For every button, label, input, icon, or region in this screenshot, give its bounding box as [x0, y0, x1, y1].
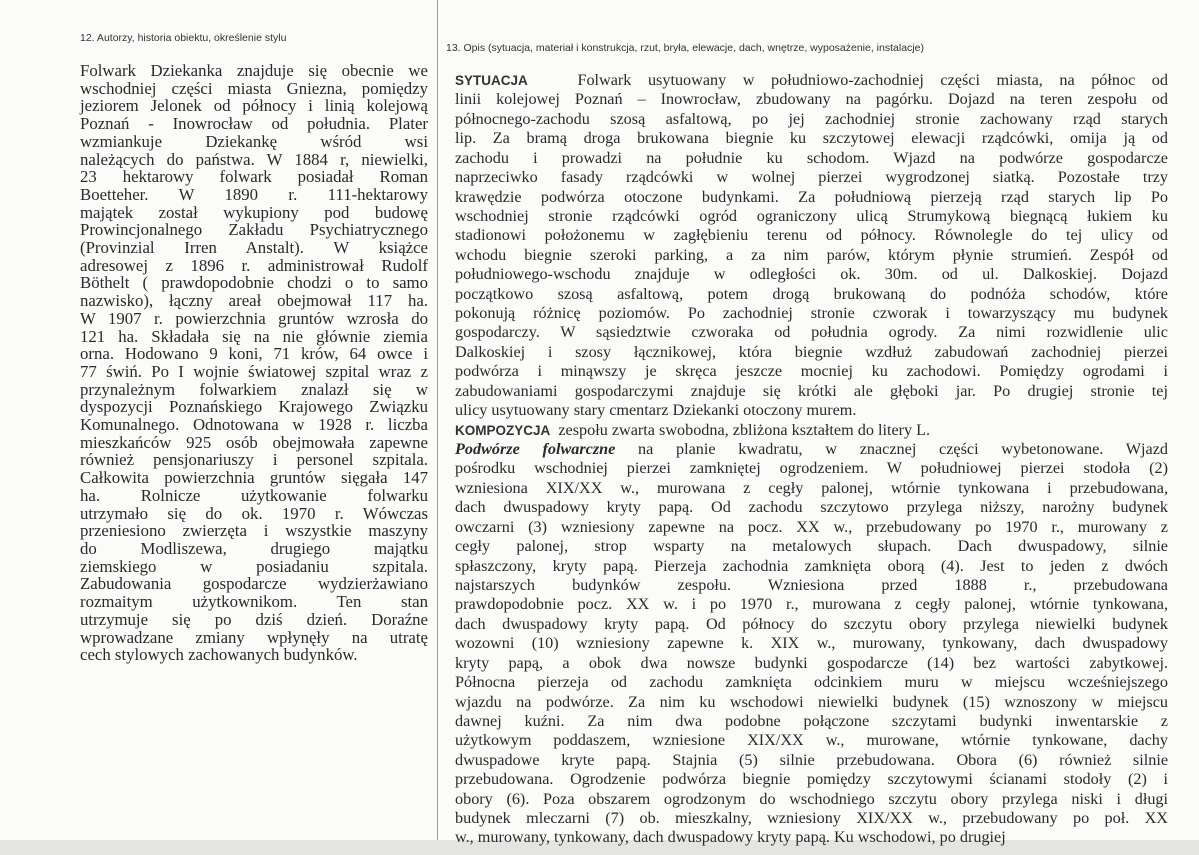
text-line: Komunalnego. Odnotowana w 1928 r. liczba [80, 415, 428, 435]
description-text [455, 71, 1168, 848]
text-line [455, 71, 1168, 90]
text-line: adresowej z 1896 r. administrował Rudolf [80, 255, 428, 275]
text-line: nazwisko), łączny areał obejmował 117 ha. [80, 291, 428, 311]
text-line [455, 421, 1168, 440]
text-line: należących do państwa. W 1884 r, niewielki, [80, 149, 428, 169]
text-line: Całkowita powierzchnia gruntów sięgała 147 [80, 468, 428, 488]
text-line: Boetteher. W 1890 r. 111-hektarowy [80, 184, 428, 204]
line-text: Folwark usytuowany w południowo-zachodniej części miasta, na północ od [577, 71, 1168, 89]
text-line: prawdopodobnie pocz. XX w. i po 1970 r., murowana z cegły palonej, wtórnie tynkowana, [455, 595, 1168, 614]
text-line: południowego-wschodu znajduje w odległości ok. 30m. od ul. Dalkoskiej. Dojazd [455, 265, 1168, 284]
text-line: linii kolejowej Poznań – Inowrocław, zbudowany na pagórku. Dojazd na teren zespołu od [455, 90, 1168, 109]
section-13-heading: 13. Opis (sytuacja, materiał i konstrukcja, rzut, bryła, elewacje, dach, wnętrze, wyposażenie, instalacje) [446, 42, 924, 54]
text-line: rozmaitym użytkownikom. Ten stan [80, 592, 428, 612]
text-line: dwuspadowe kryte papą. Stajnia (5) silnie przebudowana. Obora (6) również silnie [455, 750, 1168, 769]
text-line: do Modliszewa, drugiego majątku [80, 538, 428, 558]
text-line: spłaszczony, kryty papą. Pierzeja zachodnia zamknięta oborą (4). Jest to jeden z dwóch [455, 556, 1168, 575]
text-line: przeniesiono zwierzęta i wszystkie maszyny [80, 521, 428, 541]
text-line: dyspozycji Poznańskiego Krajowego Związku [80, 397, 428, 417]
text-line: zabudowaniami gospodarczymi znajduje się krótki ale głęboki jar. Po drugiej stronie tej [455, 381, 1168, 400]
text-line: pośrodku wschodniej pierzei zamkniętej ogrodzeniem. W południowej pierzei stodoła (2) [455, 459, 1168, 478]
text-line: Prowincjonalnego Zakładu Psychiatrycznego [80, 220, 428, 240]
text-line: dach dwuspadowy kryty papą. Od zachodu szczytowo przylega niższy, narożny budynek [455, 498, 1168, 517]
text-line: ha. Rolnicze użytkowanie folwarku [80, 485, 428, 505]
text-line: majątek został wykupiony pod budowę [80, 202, 428, 222]
text-line: wzmiankuje Dziekankę wśród wsi [80, 131, 428, 151]
text-line: wschodniej stronie rządcówki ogród ograniczony ulicą Strumykową biegnącą łukiem ku [455, 206, 1168, 225]
text-line: pokonują różnicę poziomów. Po zachodniej stronie czworak i towarzyszący mu budynek [455, 304, 1168, 323]
text-line: 23 hektarowy folwark posiadał Roman [80, 167, 428, 187]
text-line: cegły palonej, strop wsparty na metalowych słupach. Dach dwuspadowy, silnie [455, 537, 1168, 556]
text-line: początkowo szosą asfaltową, potem drogą brukowaną do podnóża schodów, które [455, 284, 1168, 303]
text-line: Poznań - Inowrocław od południa. Plater [80, 114, 428, 134]
history-text [80, 62, 428, 664]
text-line: w., murowany, tynkowany, dach dwuspadowy kryty papą. Ku wschodowi, po drugiej [455, 828, 1006, 847]
text-line: wprowadzane zmiany wpłynęły na utratę [80, 627, 428, 647]
text-line: Zabudowania gospodarcze wydzierżawiano [80, 574, 428, 594]
text-line: 121 ha. Składała się na nie głównie ziemia [80, 326, 428, 346]
text-line: północnego-zachodu szosą asfaltową, po jej zachodniej stronie zachowany rząd starych [455, 109, 1168, 128]
text-line: gospodarczy. W sąsiedztwie czworaka od południa ogrody. Za nimi rozwidlenie ulic [455, 323, 1168, 342]
text-line: również pensjonariuszy i personel szpitala. [80, 450, 428, 470]
text-line: dawnej kuźni. Za nim dwa podobne połączone szczytami budynki inwentarskie z [455, 711, 1168, 730]
text-line: W 1907 r. powierzchnia gruntów wzrosła do [80, 308, 428, 328]
text-line: utrzymuje się po dziś dzień. Doraźne [80, 609, 428, 629]
text-line: zachodu i prowadzi na południe ku schodom. Wjazd na podwórze gospodarcze [455, 148, 1168, 167]
text-line: orna. Hodowano 9 koni, 71 krów, 64 owce i [80, 344, 428, 364]
text-line: użytkowym poddaszem, wzniesione XIX/XX w., murowane, wtórnie tynkowane, dachy [455, 731, 1168, 750]
text-line: przynależnym folwarkiem znalazł się w [80, 379, 428, 399]
text-line: wchodu biegnie szeroki parking, a za nim parów, którym płynie strumień. Zespół od [455, 245, 1168, 264]
text-line: ziemskiego w posiadaniu szpitala. [80, 556, 428, 576]
label-kompozycja: KOMPOZYCJA [455, 422, 551, 438]
text-line: wzniesiona XIX/XX w., murowana z cegły palonej, wtórnie tynkowana i przebudowana, [455, 478, 1168, 497]
text-line: Północna pierzeja od zachodu zamknięta odcinkiem muru w miejscu wcześniejszego [455, 673, 1168, 692]
label-podworze: Podwórze folwarczne [455, 440, 616, 459]
text-line: Dalkoskiej i szosy łącznikowej, która biegnie wzdłuż zabudowań zachodniej pierzei [455, 342, 1168, 361]
section-12-heading: 12. Autorzy, historia obiektu, określenie stylu [80, 32, 287, 44]
text-line: najstarszych budynków zespołu. Wzniesiona przed 1888 r., przebudowana [455, 575, 1168, 594]
text-line: budynek mleczarni (7) ob. mieszkalny, wzniesiony XIX/XX w., przebudowany po poł. XX [455, 809, 1168, 828]
text-line: lip. Za bramą droga brukowana biegnie ku szczytowej elewacji rządcówki, omija ją od [455, 129, 1168, 148]
line-text: zespołu zwarta swobodna, zbliżona kształtem do litery L. [558, 420, 931, 439]
text-line: owczarni (3) wzniesiony zapewne na pocz. XX w., przebudowany po 1970 r., murowany z [455, 517, 1168, 536]
line-text: na planie kwadratu, w znacznej części wybetonowane. Wjazd [638, 440, 1168, 459]
text-line: kryty papą, a obok dwa nowsze budynki gospodarcze (14) bez wartości zabytkowej. [455, 653, 1168, 672]
text-line: stadionowi położonemu w zagłębieniu terenu od północy. Równolegle do tej ulicy od [455, 226, 1168, 245]
text-line: przebudowana. Ogrodzenie podwórza biegnie pomiędzy szczytowymi ścianami stodoły (2) i [455, 770, 1168, 789]
text-line: podwórza i minąwszy je skręca jeszcze mocniej ku zachodowi. Pomiędzy ogrodami i [455, 362, 1168, 381]
text-line: dach dwuspadowy kryty papą. Od północy do szczytu obory przylega niewielki budynek [455, 614, 1168, 633]
text-line: utrzymało się do ok. 1970 r. Wówczas [80, 503, 428, 523]
column-divider [437, 0, 438, 840]
text-line: wjazdu na podwórze. Za nim ku wschodowi niewielki budynek (15) wznoszony w miejscu [455, 692, 1168, 711]
text-line: wozowni (10) wzniesiony zapewne k. XIX w., murowany, tynkowany, dach dwuspadowy [455, 634, 1168, 653]
text-line: krawędzie podwórza otoczone budynkami. Za południową pierzeją rząd starych lip Po [455, 187, 1168, 206]
text-line: jeziorem Jelonek od północy i linią kolejową [80, 96, 428, 116]
label-sytuacja: SYTUACJA [455, 73, 528, 88]
text-line [455, 440, 1168, 459]
text-line: naprzeciwko fasady rządcówki w wolnej pierzei wygrodzonej siatką. Pozostałe trzy [455, 168, 1168, 187]
text-line: 77 świń. Po I wojnie światowej szpital wraz z [80, 361, 428, 381]
text-line: (Provinzial Irren Anstalt). W książce [80, 238, 428, 258]
text-line: wschodniej części miasta Gniezna, pomiędzy [80, 78, 428, 98]
text-line: obory (6). Poza obszarem ogrodzonym do wschodniego szczytu obory przylega niski i długi [455, 789, 1168, 808]
text-line: cech stylowych zachowanych budynków. [80, 645, 358, 665]
text-line: Böthelt ( prawdopodobnie chodzi o to samo [80, 273, 428, 293]
text-line: ulicy usytuowany stary cmentarz Dziekanki otoczony murem. [455, 401, 857, 420]
text-line: Folwark Dziekanka znajduje się obecnie we [80, 61, 428, 80]
text-line: mieszkańców 925 osób obejmowała zapewne [80, 432, 428, 452]
